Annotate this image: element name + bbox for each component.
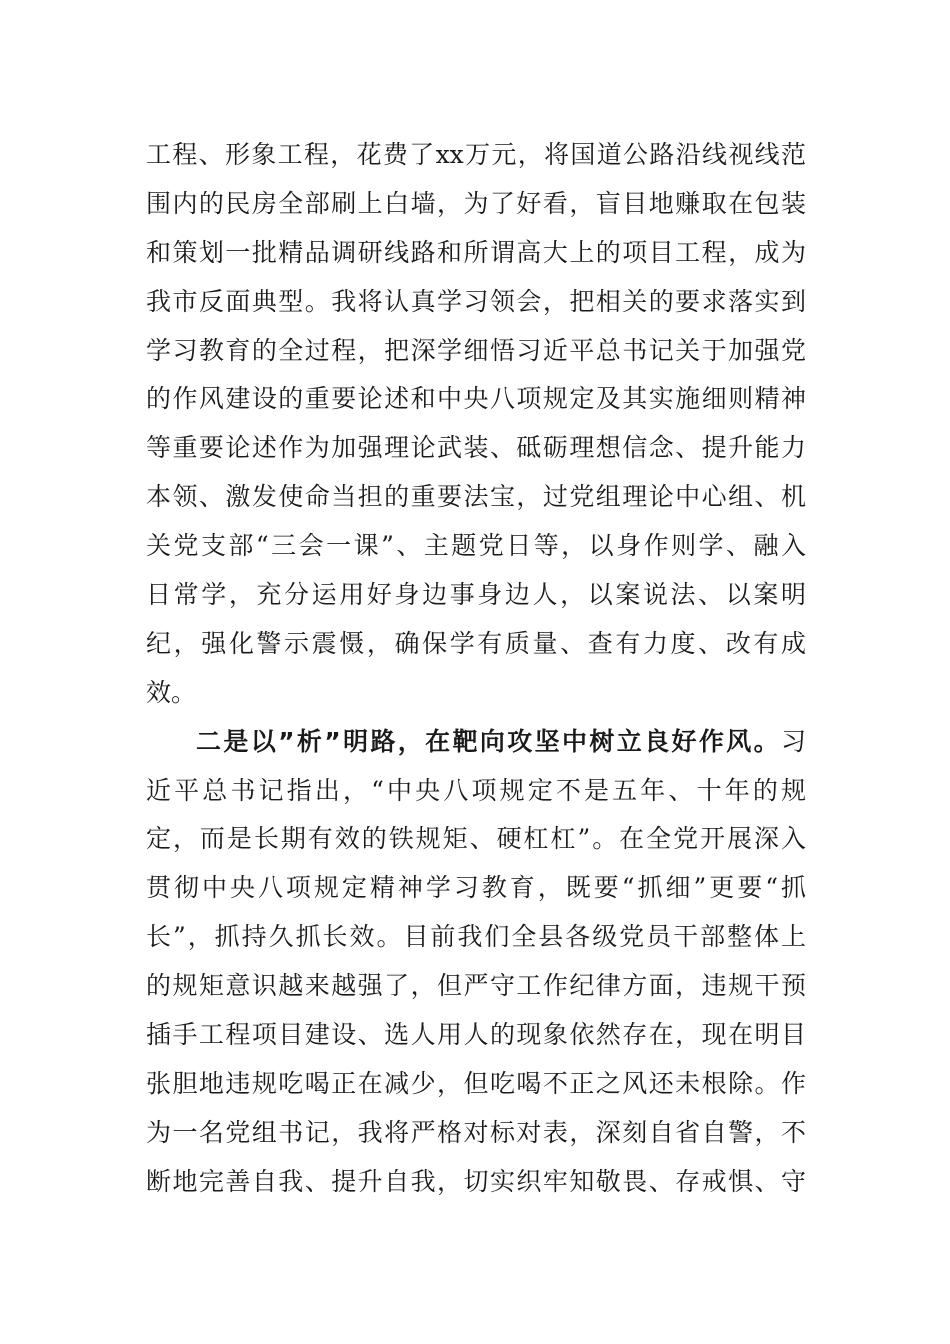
- text-line: 为一名党组书记，我将严格对标对表，深刻自省自警，不: [146, 1117, 806, 1147]
- text-line: 近平总书记指出，“中央八项规定不是五年、十年的规: [146, 775, 806, 805]
- text-line: 关党支部“三会一课”、主题党日等，以身作则学、融入: [146, 531, 806, 561]
- text-line: 本领、激发使命当担的重要法宝，过党组理论中心组、机: [146, 482, 806, 512]
- paragraph-2-first-line: [146, 718, 806, 767]
- text-line: 纪，强化警示震慑，确保学有质量、查有力度、改有成: [146, 628, 806, 658]
- document-body: [146, 131, 806, 1207]
- text-line: 断地完善自我、提升自我，切实织牢知敬畏、存戒惧、守: [146, 1166, 806, 1196]
- text-line: 的作风建设的重要论述和中央八项规定及其实施细则精神: [146, 384, 806, 414]
- text-line: 插手工程项目建设、选人用人的现象依然存在，现在明目: [146, 1020, 806, 1050]
- text-line: 长”，抓持久抓长效。目前我们全县各级党员干部整体上: [146, 922, 806, 952]
- section-heading: 二是以”析”明路，在靶向攻坚中树立良好作风。: [196, 726, 781, 756]
- text-line: 工程、形象工程，花费了xx万元，将国道公路沿线视线范: [146, 140, 806, 169]
- text-line: 围内的民房全部刷上白墙，为了好看，盲目地赚取在包装: [146, 188, 806, 218]
- paragraph-1: [146, 131, 806, 718]
- text-line: 和策划一批精品调研线路和所谓高大上的项目工程，成为: [146, 237, 806, 267]
- text-line: 定，而是长期有效的铁规矩、硬杠杠”。在全党开展深入: [146, 824, 806, 854]
- text-line: 我市反面典型。我将认真学习领会，把相关的要求落实到: [146, 286, 806, 316]
- text-line: 日常学，充分运用好身边事身边人，以案说法、以案明: [146, 580, 806, 610]
- text-line: 张胆地违规吃喝正在减少，但吃喝不正之风还未根除。作: [146, 1068, 806, 1098]
- text-line: 学习教育的全过程，把深学细悟习近平总书记关于加强党: [146, 335, 806, 365]
- text-line: 贯彻中央八项规定精神学习教育，既要“抓细”更要“抓: [146, 873, 806, 903]
- text-line: 的规矩意识越来越强了，但严守工作纪律方面，违规干预: [146, 971, 806, 1001]
- text-line: 效。: [146, 677, 197, 707]
- text-fragment: 习: [780, 726, 806, 756]
- paragraph-2: [146, 718, 806, 1207]
- text-line: 等重要论述作为加强理论武装、砥砺理想信念、提升能力: [146, 433, 806, 463]
